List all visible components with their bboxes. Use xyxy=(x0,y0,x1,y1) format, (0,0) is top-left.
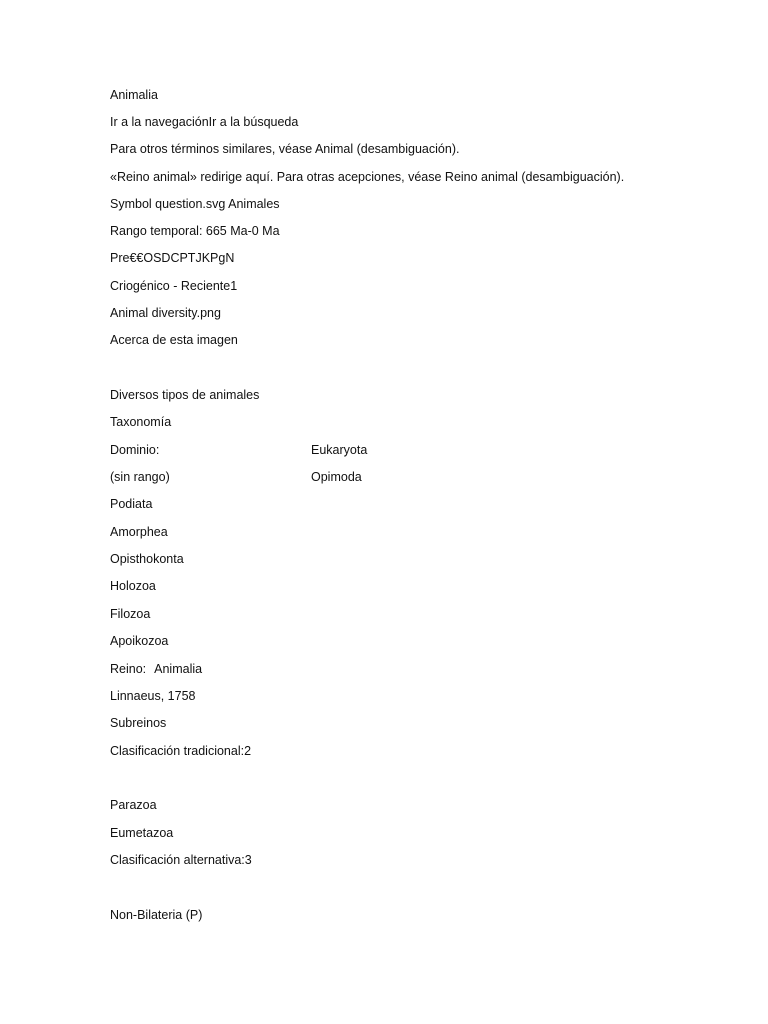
disambiguation-note-2: «Reino animal» redirige aquí. Para otras acepciones, véase Reino animal (desambiguación). xyxy=(110,170,625,184)
taxonomy-row xyxy=(110,442,368,458)
image-caption: Diversos tipos de animales xyxy=(110,388,260,402)
kingdom-value: Animalia xyxy=(154,662,203,676)
temporal-range: Rango temporal: 665 Ma-0 Ma xyxy=(110,224,280,238)
period-span: Criogénico - Reciente1 xyxy=(110,279,238,293)
image-filename: Animal diversity.png xyxy=(110,306,221,320)
traditional-classification-heading: Clasificación tradicional:2 xyxy=(110,744,252,758)
subkingdoms-heading: Subreinos xyxy=(110,716,167,730)
image-about: Acerca de esta imagen xyxy=(110,333,238,347)
taxonomy-heading: Taxonomía xyxy=(110,415,172,429)
clade-item: Apoikozoa xyxy=(110,634,169,648)
taxonomic-authority: Linnaeus, 1758 xyxy=(110,689,196,703)
clade-item: Holozoa xyxy=(110,579,156,593)
taxonomy-row-value: Opimoda xyxy=(311,470,362,484)
disambiguation-note-1: Para otros términos similares, véase Animal (desambiguación). xyxy=(110,142,460,156)
alternative-classification-heading: Clasificación alternativa:3 xyxy=(110,853,252,867)
navigation-links-text: Ir a la navegaciónIr a la búsqueda xyxy=(110,115,299,129)
clade-item: Filozoa xyxy=(110,607,151,621)
taxonomy-row-label: (sin rango) xyxy=(110,470,170,484)
classification-item: Non-Bilateria (P) xyxy=(110,908,203,922)
period-codes: Pre€€OSDCPTJKPgN xyxy=(110,251,235,265)
classification-item: Parazoa xyxy=(110,798,157,812)
clade-item: Podiata xyxy=(110,497,153,511)
classification-item: Eumetazoa xyxy=(110,826,174,840)
document-title: Animalia xyxy=(110,88,158,102)
kingdom-row xyxy=(110,661,202,677)
clade-item: Opisthokonta xyxy=(110,552,184,566)
symbol-line: Symbol question.svg Animales xyxy=(110,197,280,211)
kingdom-label: Reino: xyxy=(110,662,147,676)
clade-item: Amorphea xyxy=(110,525,168,539)
taxonomy-row-value: Eukaryota xyxy=(311,443,368,457)
taxonomy-row-label: Dominio: xyxy=(110,443,160,457)
taxonomy-row xyxy=(110,469,362,485)
